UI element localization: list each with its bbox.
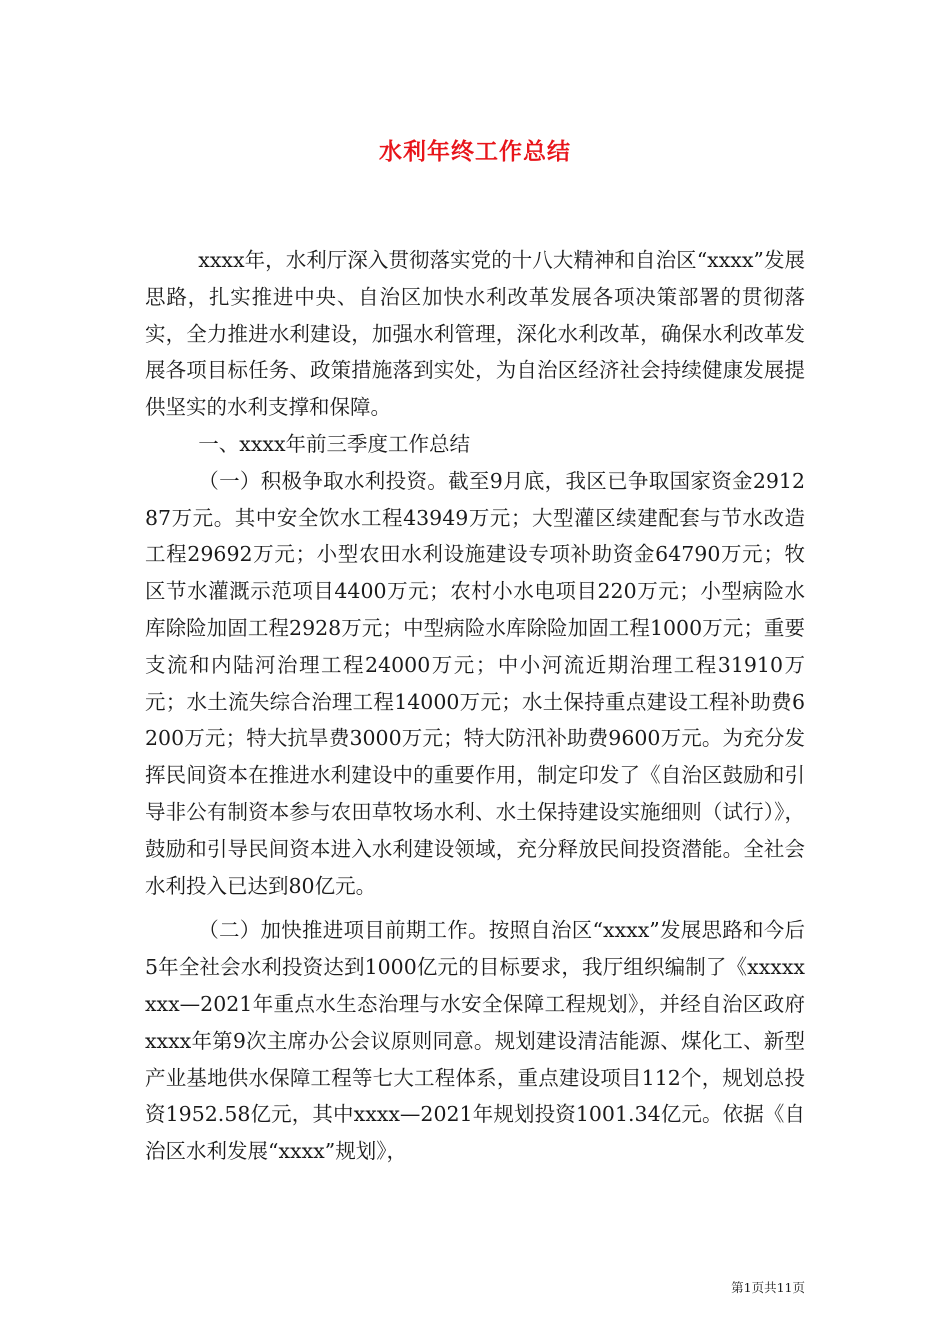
section-heading: 一、xxxx年前三季度工作总结 bbox=[198, 431, 471, 456]
paragraph-investment: （一）积极争取水利投资。截至9月底，我区已争取国家资金291287万元。其中安全饮水工程43949万元；大型灌区续建配套与节水改造工程29692万元；小型农田水利设施建设专项补助资金64790万元；牧区节水灌溉示范项目4400万元；农村小水电项目220万元；小型病险水库除险加固工程2928万元；中型病险水库除险加固工程1000万元；重要支流和内陆河治理工程24000万元；中小河流近期治理工程31910万元；水土流失综合治理工程14000万元；水土保持重点建设工程补助费6200万元；特大抗旱费3000万元；特大防汛补助费9600万元。为充分发挥民间资本在推进水利建设中的重要作用，制定印发了《自治区鼓励和引导非公有制资本参与农田草牧场水利、水土保持建设实施细则（试行）》，鼓励和引导民间资本进入水利建设领域，充分释放民间投资潜能。全社会水利投入已达到80亿元。 bbox=[145, 468, 805, 898]
paragraph-project-preparation: （二）加快推进项目前期工作。按照自治区“xxxx”发展思路和今后5年全社会水利投资达到1000亿元的目标要求，我厅组织编制了《xxxxxxxx—2021年重点水生态治理与水安全保障工程规划》，并经自治区政府xxxx年第9次主席办公会议原则同意。规划建设清洁能源、煤化工、新型产业基地供水保障工程等七大工程体系，重点建设项目112个，规划总投资1952.58亿元，其中xxxx—2021年规划投资1001.34亿元。依据《自治区水利发展“xxxx”规划》， bbox=[145, 918, 805, 1164]
document-title: 水利年终工作总结 bbox=[379, 139, 571, 165]
document-body bbox=[145, 242, 805, 1170]
page-number: 第1页共11页 bbox=[731, 1280, 805, 1295]
paragraph-intro: xxxx年，水利厅深入贯彻落实党的十八大精神和自治区“xxxx”发展思路，扎实推进中央、自治区加快水利改革发展各项决策部署的贯彻落实，全力推进水利建设，加强水利管理，深化水利改革，确保水利改革发展各项目标任务、政策措施落到实处，为自治区经济社会持续健康发展提供坚实的水利支撑和保障。 bbox=[145, 248, 805, 420]
